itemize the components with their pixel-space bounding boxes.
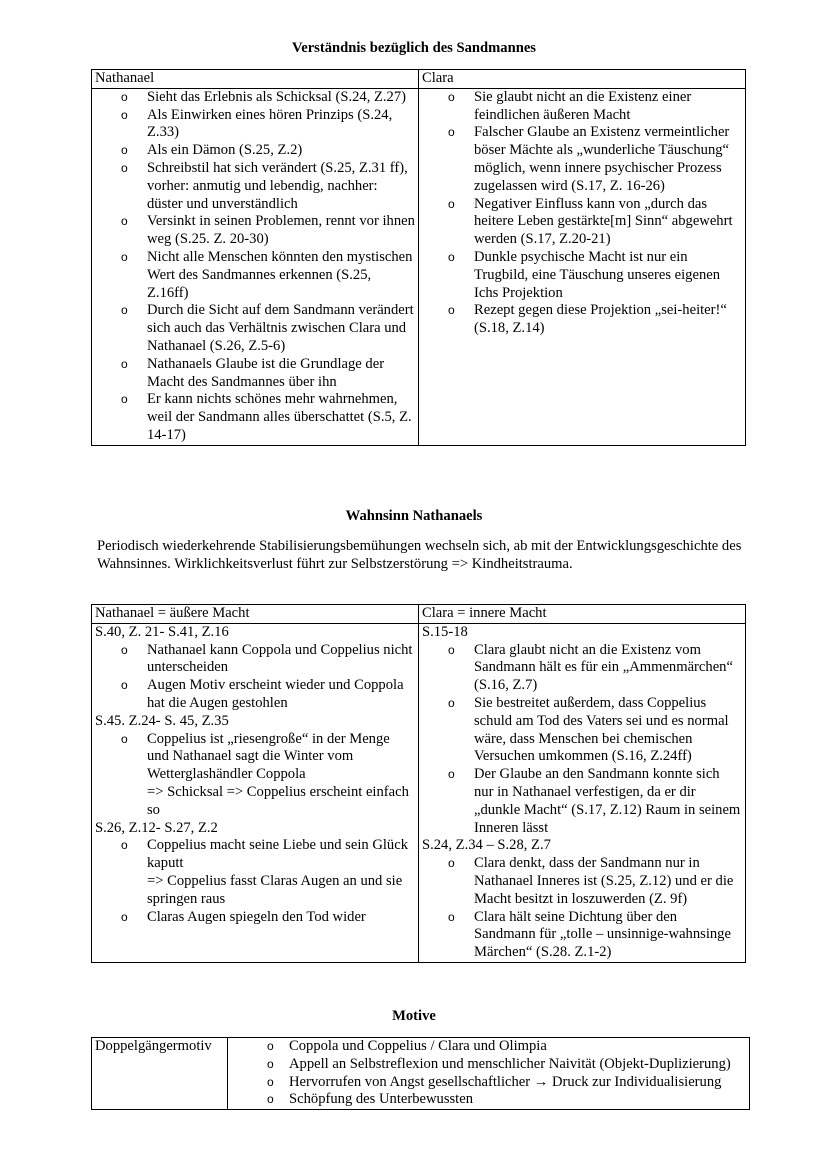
list-item: o Er kann nichts schönes mehr wahrnehmen, weil der Sandmann alles überschattet (S.5, Z. 14-17) <box>95 391 415 444</box>
list-item-text: Coppelius macht seine Liebe und sein Glück kaputt <box>147 837 409 872</box>
list-item-text: Coppelius ist „riesengroße“ in der Menge und Nathanael sagt die Winter vom Wetterglashändler Coppola <box>147 730 390 783</box>
list-item: o Clara denkt, dass der Sandmann nur in Nathanael Inneres ist (S.25, Z.12) und er die Macht besitzt in loszuwerden (Z. 9f) <box>422 855 742 908</box>
list-item: o Coppola und Coppelius / Clara und Olimpia <box>231 1038 746 1056</box>
list-item: o Der Glaube an den Sandmann konnte sich nur in Nathanael verfestigen, da er dir „dunkle Macht“ (S.17, Z.12) Raum in seinem Inneren lässt <box>422 766 742 837</box>
page-reference: S.26, Z.12- S.27, Z.2 <box>95 819 218 836</box>
intro-paragraph: Periodisch wiederkehrende Stabilisierungsbemühungen wechseln sich, ab mit der Entwicklungsgeschichte des Wahnsinnes. Wirklichkeitsverlust führt zur Selbstzerstörung => Kindheitstrauma. <box>97 538 742 572</box>
table-motive <box>91 1037 750 1110</box>
list-item: o Nicht alle Menschen könnten den mystischen Wert des Sandmannes erkennen (S.25, Z.16ff) <box>95 249 415 302</box>
list-item: o Clara hält seine Dichtung über den Sandmann für „tolle – unsinnige-wahnsinge Märchen“ (S.28. Z.1-2) <box>422 909 742 962</box>
list-item: o Sie glaubt nicht an die Existenz einer feindlichen äußeren Macht <box>422 89 742 125</box>
list-item: o Nathanaels Glaube ist die Grundlage der Macht des Sandmannes über ihn <box>95 356 415 392</box>
list-item: o Durch die Sicht auf dem Sandmann verändert sich auch das Verhältnis zwischen Clara und Nathanael (S.26, Z.5-6) <box>95 302 415 355</box>
list-item: o Als ein Dämon (S.25, Z.2) <box>95 142 415 160</box>
list-item <box>95 837 415 908</box>
page-reference: S.45. Z.24- S. 45, Z.35 <box>95 712 229 729</box>
list-item: o Negativer Einfluss kann von „durch das heitere Leben gestärkte[m] Sinn“ abgewehrt werden (S.17, Z.20-21) <box>422 196 742 249</box>
list-item-continuation: => Coppelius fasst Claras Augen an und sie springen raus <box>147 872 403 907</box>
list-item: o Clara glaubt nicht an die Existenz vom Sandmann hält es für ein „Ammenmärchen“ (S.16, Z.7) <box>422 642 742 695</box>
header-nathanael: Nathanael <box>92 70 419 89</box>
page-reference: S.40, Z. 21- S.41, Z.16 <box>95 623 229 640</box>
cell-nathanael-wahnsinn <box>92 623 419 962</box>
list-item: o Schöpfung des Unterbewussten <box>231 1091 746 1109</box>
list-item: o Dunkle psychische Macht ist nur ein Trugbild, eine Täuschung unseres eigenen Ichs Projektion <box>422 249 742 302</box>
table-verstaendnis <box>91 69 746 446</box>
header-innere-macht: Clara = innere Macht <box>419 605 746 624</box>
list-item: o Hervorrufen von Angst gesellschaftlicher → Druck zur Individualisierung <box>231 1074 746 1092</box>
list-item: o Als Einwirken eines hören Prinzips (S.24, Z.33) <box>95 107 415 143</box>
section-title-wahnsinn: Wahnsinn Nathanaels <box>345 508 483 524</box>
page-reference: S.15-18 <box>422 623 468 640</box>
table-wahnsinn <box>91 604 746 963</box>
list-item: o Versinkt in seinen Problemen, rennt vor ihnen weg (S.25. Z. 20-30) <box>95 213 415 249</box>
cell-motif-items <box>228 1038 750 1110</box>
section-title-verstaendnis: Verständnis bezüglich des Sandmannes <box>292 40 536 56</box>
list-item: o Nathanael kann Coppola und Coppelius nicht unterscheiden <box>95 642 415 678</box>
header-clara: Clara <box>419 70 746 89</box>
section-title-motive: Motive <box>392 1008 436 1024</box>
list-item-continuation: => Schicksal => Coppelius erscheint einfach so <box>147 783 409 818</box>
header-aeussere-macht: Nathanael = äußere Macht <box>92 605 419 624</box>
cell-nathanael <box>92 88 419 445</box>
list-item: o Falscher Glaube an Existenz vermeintlicher böser Mächte als „wunderliche Täuschung“ möglich, wenn innere psychischer Prozess zugelassen wird (S.17, Z. 16-26) <box>422 124 742 195</box>
page-reference: S.24, Z.34 – S.28, Z.7 <box>422 837 551 854</box>
cell-clara <box>419 88 746 445</box>
list-item <box>95 731 415 820</box>
list-item: o Rezept gegen diese Projektion „sei-heiter!“ (S.18, Z.14) <box>422 302 742 338</box>
list-item: o Schreibstil hat sich verändert (S.25, Z.31 ff), vorher: anmutig und lebendig, nachher: düster und unverständlich <box>95 160 415 213</box>
list-item: o Sieht das Erlebnis als Schicksal (S.24, Z.27) <box>95 89 415 107</box>
list-item: o Augen Motiv erscheint wieder und Coppola hat die Augen gestohlen <box>95 677 415 713</box>
cell-clara-wahnsinn <box>419 623 746 962</box>
list-item: o Appell an Selbstreflexion und menschlicher Naivität (Objekt-Duplizierung) <box>231 1056 746 1074</box>
list-item: o Sie bestreitet außerdem, dass Coppelius schuld am Tod des Vaters sei und es normal wäre, dass Menschen bei chemischen Versuchen umkommen (S.16, Z.24ff) <box>422 695 742 766</box>
motif-label: Doppelgängermotiv <box>92 1038 228 1110</box>
list-item: o Claras Augen spiegeln den Tod wider <box>95 909 415 927</box>
